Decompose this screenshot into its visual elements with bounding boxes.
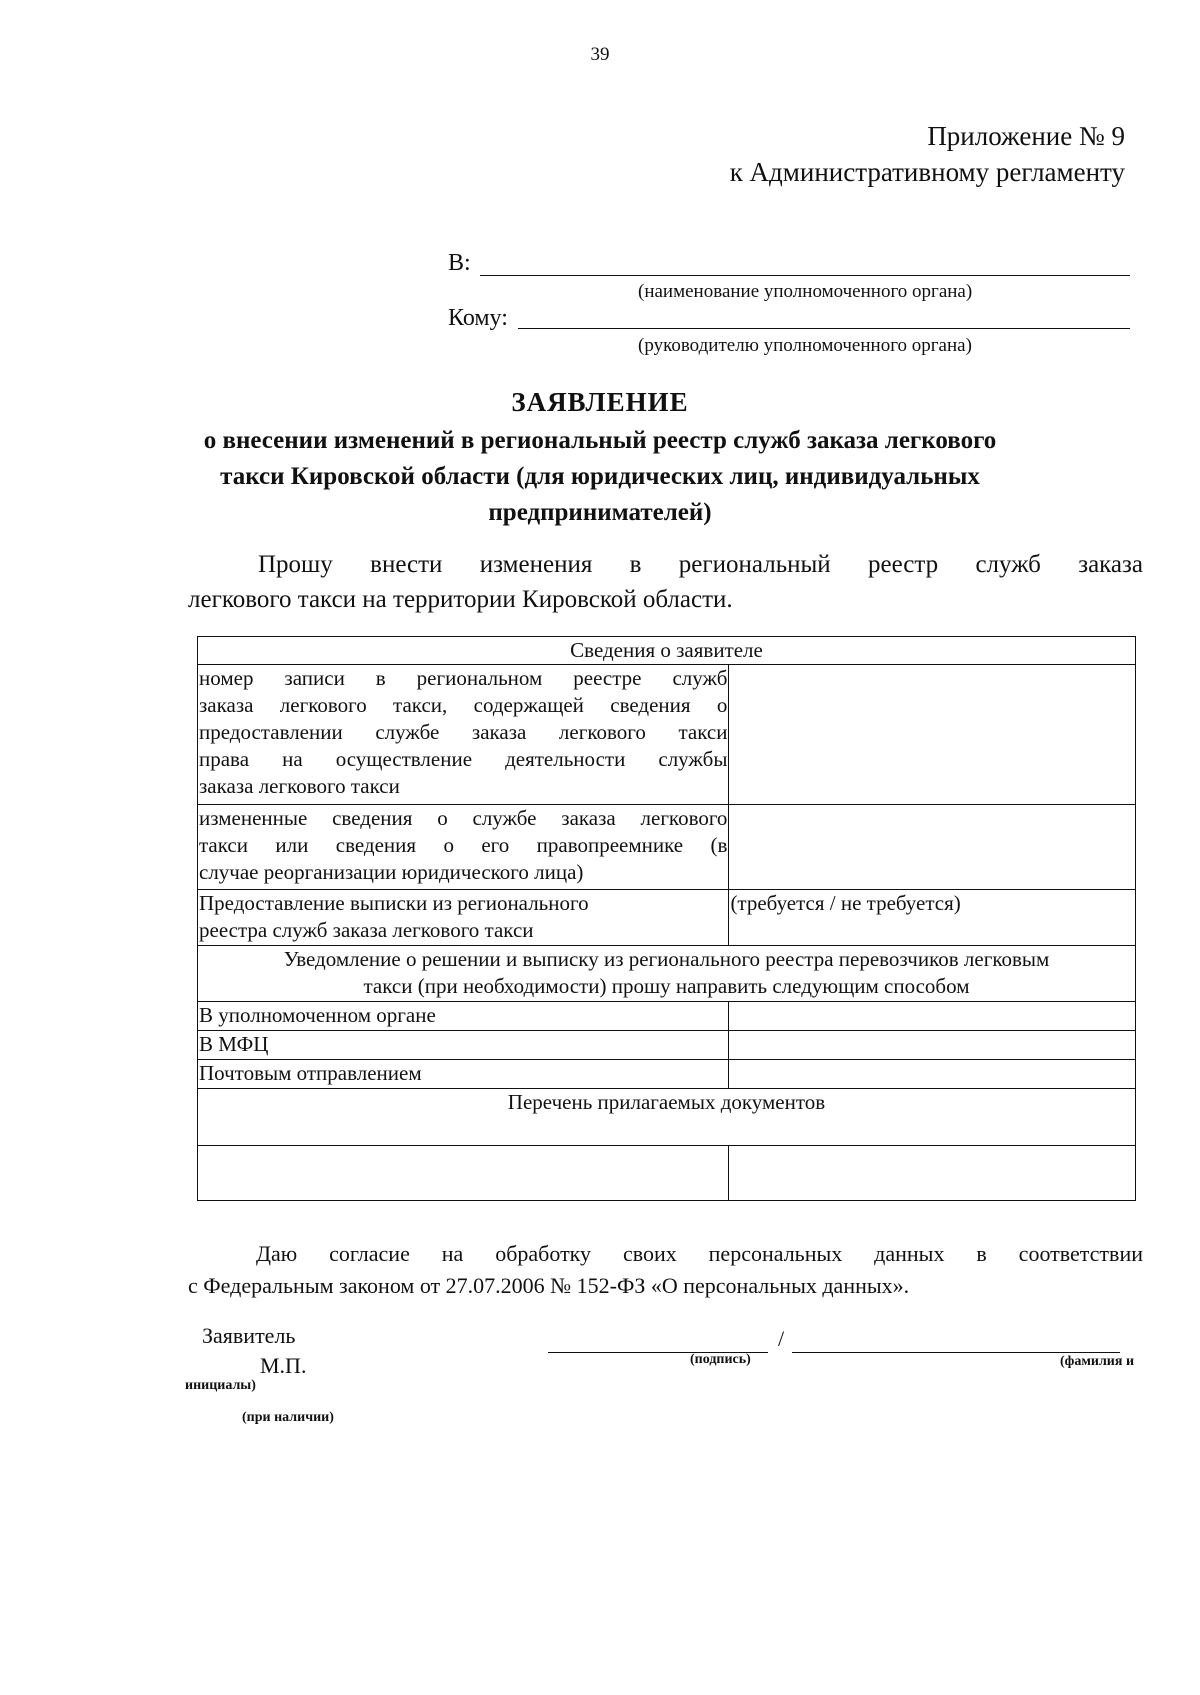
applicant-label: Заявитель bbox=[202, 1323, 296, 1348]
whom-label: Кому: bbox=[448, 305, 508, 331]
appendix-reference: к Административному регламенту bbox=[729, 157, 1125, 187]
option-authorized-body: В уполномоченном органе bbox=[198, 1002, 729, 1031]
whom-caption: (руководителю уполномоченного органа) bbox=[638, 335, 972, 356]
request-line-2: легкового такси на территории Кировской области. bbox=[188, 586, 733, 613]
row2-line: случае реорганизации юридического лица) bbox=[199, 860, 584, 884]
attached-documents-header: Перечень прилагаемых документов bbox=[198, 1089, 1136, 1146]
row3-line: реестра служб заказа легкового такси bbox=[199, 918, 534, 942]
registry-record-number-input[interactable] bbox=[729, 665, 1136, 805]
name-caption: (фамилия и bbox=[1060, 1354, 1135, 1369]
whom-line[interactable] bbox=[518, 328, 1130, 329]
changed-info-input[interactable] bbox=[729, 805, 1136, 890]
attached-document-cell[interactable] bbox=[198, 1146, 729, 1201]
to-label: В: bbox=[448, 250, 471, 276]
request-paragraph bbox=[188, 547, 1143, 617]
subtitle-line-3: предпринимателей) bbox=[488, 499, 712, 526]
document-subtitle bbox=[0, 423, 1200, 531]
changed-info-label bbox=[198, 805, 729, 890]
option-post: Почтовым отправлением bbox=[198, 1060, 729, 1089]
consent-paragraph bbox=[188, 1238, 1143, 1302]
if-any-caption: (при наличии) bbox=[242, 1410, 334, 1425]
row1-line: права на осуществление деятельности службы bbox=[199, 747, 728, 771]
registry-record-number-label bbox=[198, 665, 729, 805]
signature-caption: (подпись) bbox=[690, 1352, 751, 1367]
document-title: ЗАЯВЛЕНИЕ bbox=[511, 387, 689, 417]
page-number: 39 bbox=[590, 44, 610, 65]
signature-separator: / bbox=[778, 1326, 785, 1351]
name-caption-continued: инициалы) bbox=[185, 1378, 256, 1393]
attached-document-cell[interactable] bbox=[729, 1146, 1136, 1201]
consent-line-2: с Федеральным законом от 27.07.2006 № 152-ФЗ «О персональных данных». bbox=[188, 1273, 910, 1298]
consent-line-1: Даю согласие на обработку своих персональных данных в соответствии bbox=[256, 1241, 1143, 1266]
name-line[interactable] bbox=[792, 1352, 1120, 1353]
row1-line: предоставлении службе заказа легкового такси bbox=[199, 720, 728, 744]
to-line[interactable] bbox=[480, 275, 1130, 276]
request-line-1: Прошу внести изменения в региональный реестр служб заказа bbox=[258, 551, 1143, 578]
row2-line: измененные сведения о службе заказа легкового bbox=[199, 806, 728, 830]
extract-required-option[interactable]: (требуется / не требуется) bbox=[729, 890, 1136, 946]
subtitle-line-1: о внесении изменений в региональный реестр служб заказа легкового bbox=[203, 427, 997, 454]
row1-line: заказа легкового такси, содержащей сведения о bbox=[199, 693, 728, 717]
option-post-mark[interactable] bbox=[729, 1060, 1136, 1089]
applicant-info-table bbox=[197, 636, 1136, 1201]
table-header: Сведения о заявителе bbox=[198, 637, 1136, 665]
notify-line: такси (при необходимости) прошу направить следующим способом bbox=[363, 974, 970, 998]
row1-line: заказа легкового такси bbox=[199, 774, 400, 798]
to-caption: (наименование уполномоченного органа) bbox=[638, 281, 973, 302]
row1-line: номер записи в региональном реестре служб bbox=[199, 666, 728, 690]
appendix-heading bbox=[730, 118, 1125, 190]
option-mfc-mark[interactable] bbox=[729, 1031, 1136, 1060]
row3-line: Предоставление выписки из регионального bbox=[199, 891, 589, 915]
notify-line: Уведомление о решении и выписку из регионального реестра перевозчиков легковым bbox=[283, 947, 1050, 971]
appendix-number: Приложение № 9 bbox=[927, 121, 1125, 151]
row2-line: такси или сведения о его правопреемнике (в bbox=[199, 833, 728, 857]
notification-method-header bbox=[198, 946, 1136, 1002]
stamp-label: М.П. bbox=[260, 1353, 307, 1378]
option-authorized-body-mark[interactable] bbox=[729, 1002, 1136, 1031]
extract-request-label bbox=[198, 890, 729, 946]
subtitle-line-2: такси Кировской области (для юридических лиц, индивидуальных bbox=[220, 463, 980, 490]
option-mfc: В МФЦ bbox=[198, 1031, 729, 1060]
